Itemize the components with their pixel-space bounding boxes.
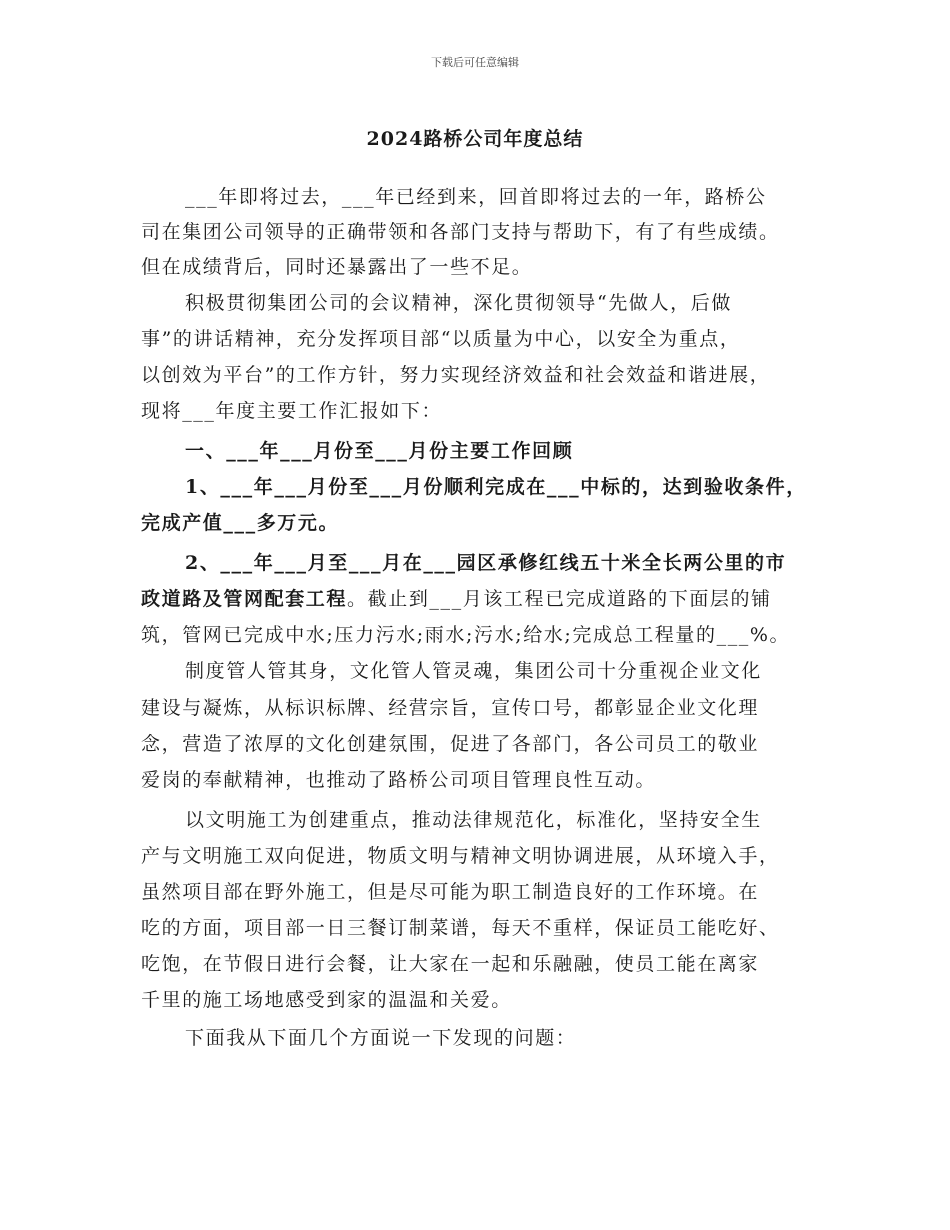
heading-line [185,438,865,464]
line-text: 以创效为平台”的工作方针，努力实现经济效益和社会效益和谐进展， [141,364,771,386]
line-text: 吃的方面，项目部一日三餐订制菜谱，每天不重样，保证员工能吃好、 [141,917,780,939]
paragraph-line [141,767,821,793]
paragraph-line [141,622,821,648]
paragraph-line [141,362,821,388]
line-text: 完成产值___多万元。 [141,512,340,534]
paragraph-line [141,951,821,977]
paragraph-line [141,254,821,280]
paragraph-line [141,915,821,941]
paragraph-line [185,807,865,833]
line-text: 2、___年___月至___月在___园区承修红线五十米全长两公里的市 [185,552,787,574]
heading-line [141,586,821,612]
line-text: 吃饱，在节假日进行会餐，让大家在一起和乐融融，使员工能在离家 [141,953,760,975]
header-note: 下载后可任意编辑 [431,56,519,69]
line-text: 司在集团公司领导的正确带领和各部门支持与帮助下，有了有些成绩。 [141,221,780,243]
line-text: ___年即将过去，___年已经到来，回首即将过去的一年，路桥公 [185,186,767,208]
line-text: 念，营造了浓厚的文化创建氛围，促进了各部门，各公司员工的敬业 [141,733,760,755]
line-text: 建设与凝炼，从标识标牌、经营宗旨，宣传口号，都彰显企业文化理 [141,697,760,719]
paragraph-line [141,987,821,1013]
line-text: 但在成绩背后，同时还暴露出了一些不足。 [141,256,533,278]
paragraph-line [141,879,821,905]
paragraph-line [185,290,865,316]
line-text: 以文明施工为创建重点，推动法律规范化，标准化，坚持安全生 [185,809,762,831]
line-text: 千里的施工场地感受到家的温温和关爱。 [141,989,512,1011]
paragraph-line [185,658,865,684]
line-text: 现将___年度主要工作汇报如下： [141,400,443,422]
line-text: 事”的讲话精神，充分发挥项目部“以质量为中心，以安全为重点， [141,328,741,350]
line-text: 积极贯彻集团公司的会议精神，深化贯彻领导“先做人，后做 [185,292,732,314]
paragraph-line [141,219,821,245]
line-text: 政道路及管网配套工程 [141,588,348,610]
document-title: 2024路桥公司年度总结 [366,128,584,150]
heading-line [185,474,865,500]
line-text-tail: 。截止到___月该工程已完成道路的下面层的铺 [347,588,772,610]
line-text: 下面我从下面几个方面说一下发现的问题： [185,1027,577,1049]
paragraph-line [185,184,865,210]
line-text: 爱岗的奉献精神，也推动了路桥公司项目管理良性互动。 [141,769,657,791]
line-text: 1、___年___月份至___月份顺利完成在___中标的，达到验收条件， [185,476,807,498]
line-text: 产与文明施工双向促进，物质文明与精神文明协调进展，从环境入手， [141,845,780,867]
heading-line [185,550,865,576]
paragraph-line [141,843,821,869]
paragraph-line [141,398,821,424]
line-text: 筑，管网已完成中水;压力污水;雨水;污水;给水;完成总工程量的___%。 [141,624,791,646]
paragraph-line [185,1025,865,1051]
line-text: 虽然项目部在野外施工，但是尽可能为职工制造良好的工作环境。在 [141,881,760,903]
paragraph-line [141,695,821,721]
paragraph-line [141,731,821,757]
line-text: 一、___年___月份至___月份主要工作回顾 [185,440,574,462]
line-text: 制度管人管其身，文化管人管灵魂，集团公司十分重视企业文化 [185,660,762,682]
heading-line [141,510,821,536]
paragraph-line [141,326,821,352]
